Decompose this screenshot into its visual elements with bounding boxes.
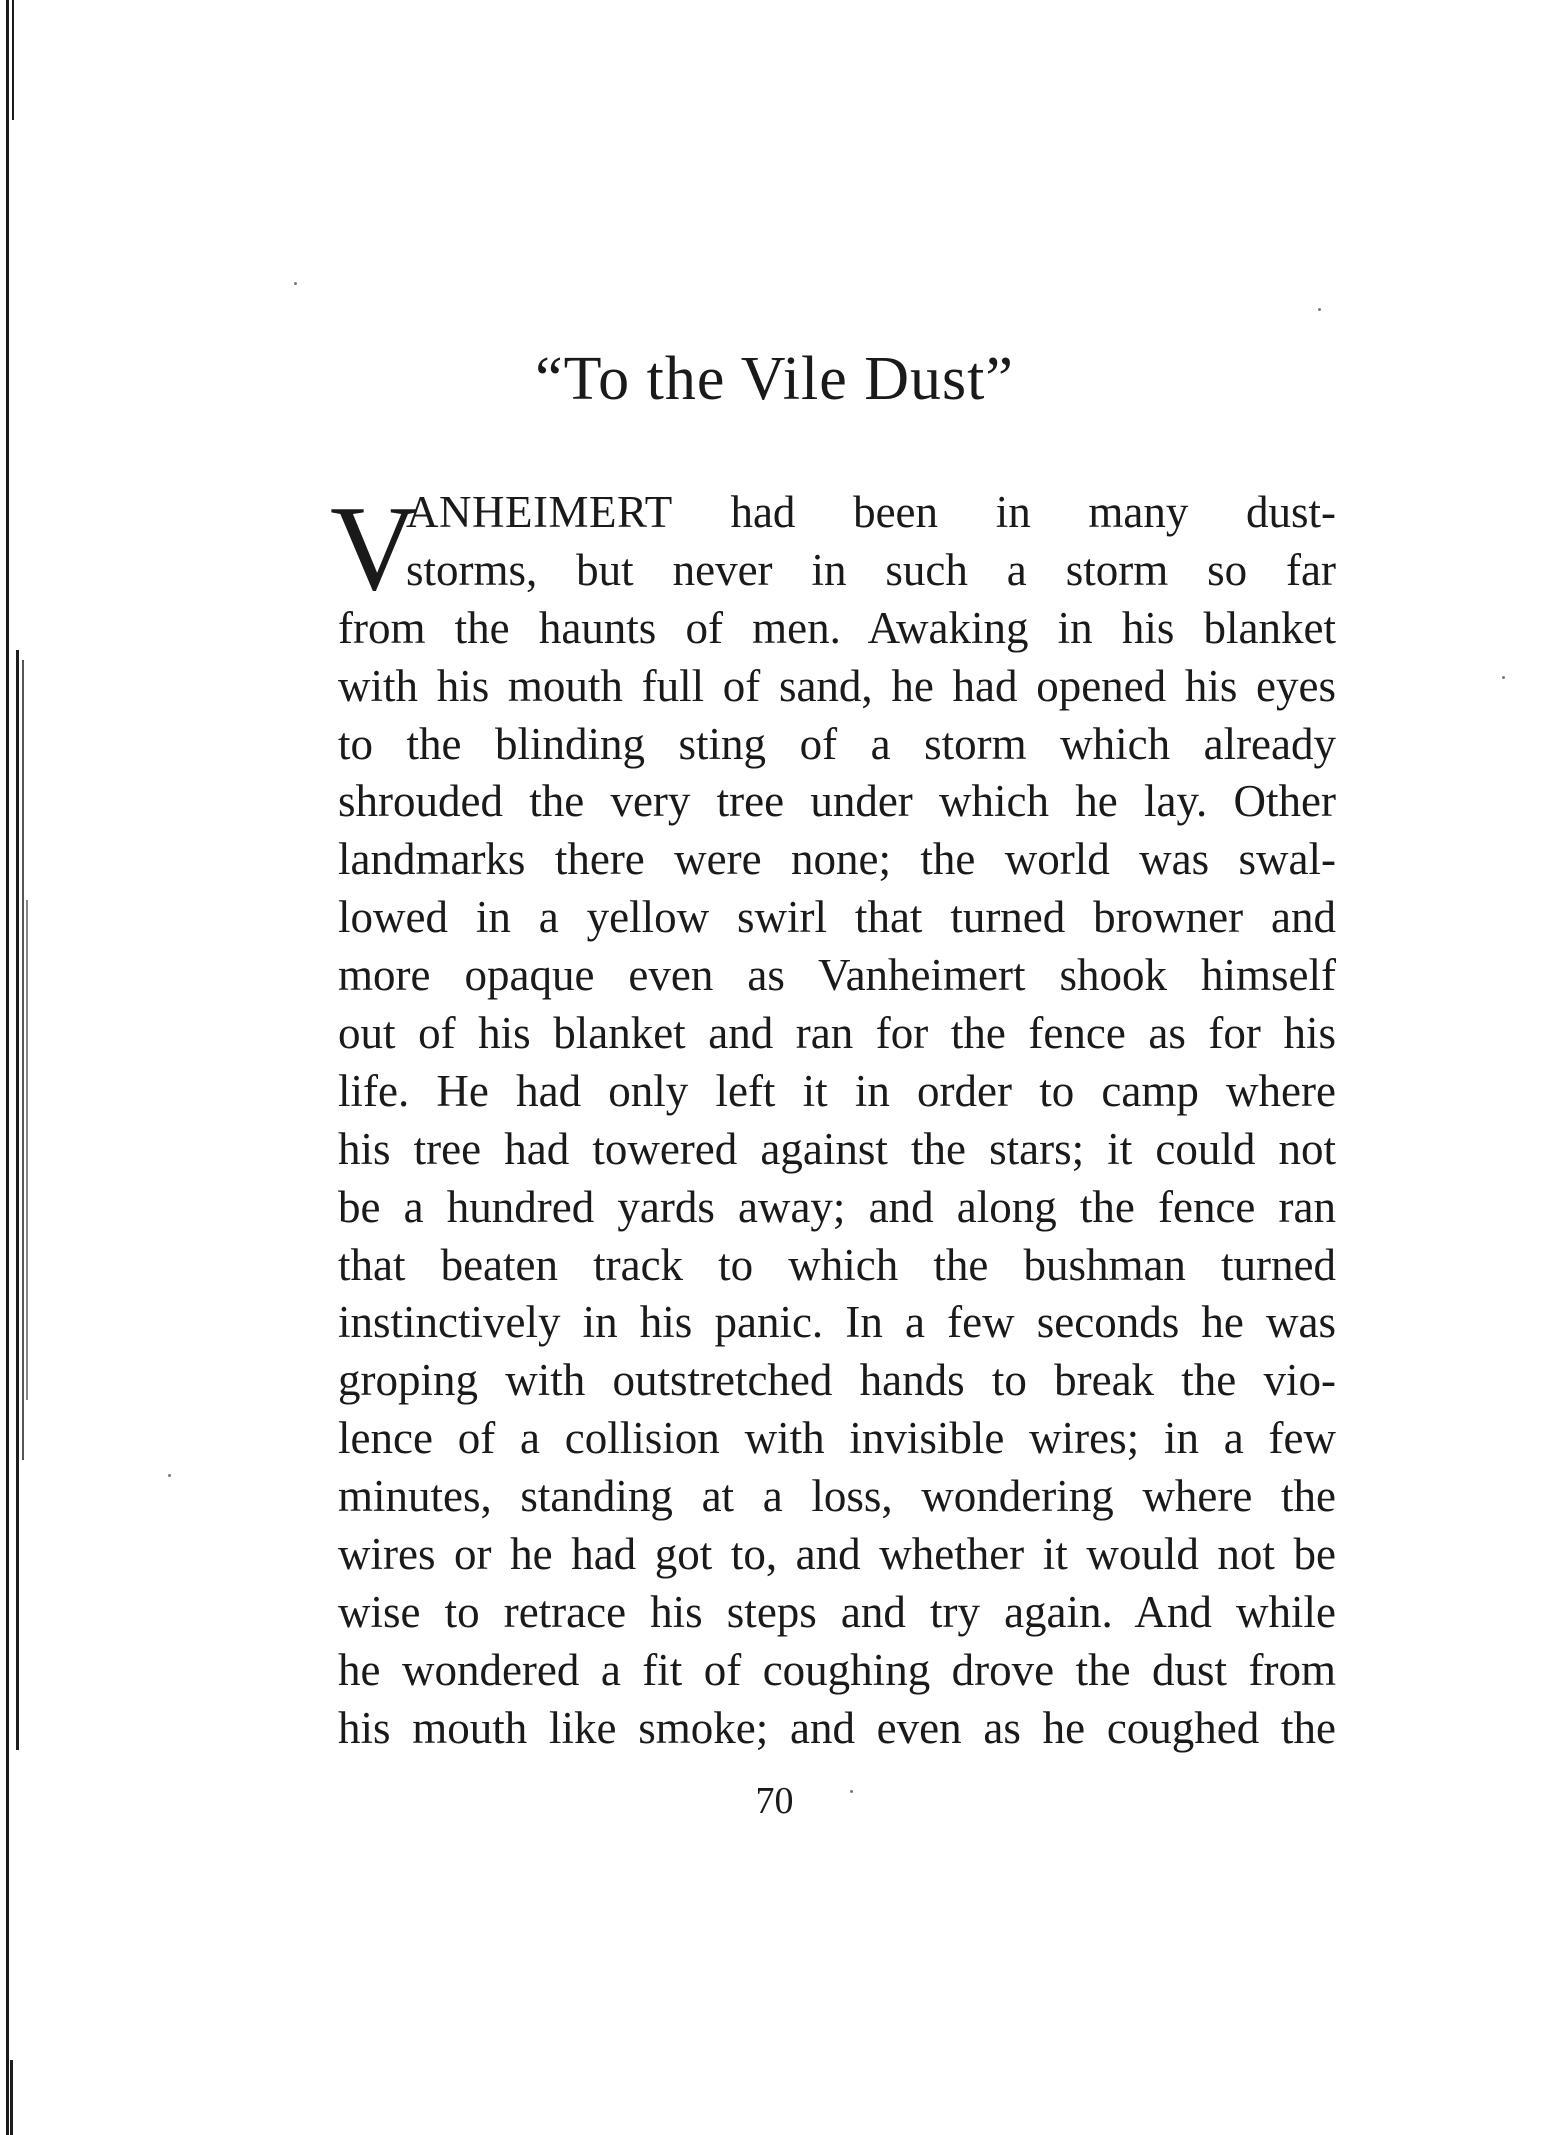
- text-line-11: life. He had only left it in order to camp where: [338, 1065, 1336, 1116]
- text-line-21: he wondered a fit of coughing drove the dust from: [338, 1644, 1336, 1695]
- body-text: [330, 481, 1336, 1758]
- page-number: 70: [755, 1780, 794, 1822]
- text-line-15: instinctively in his panic. In a few seconds he was: [338, 1297, 1336, 1348]
- chapter-title: “To the Vile Dust”: [535, 345, 1014, 413]
- text-line-6: shrouded the very tree under which he lay. Other: [338, 776, 1336, 827]
- text-line-9: more opaque even as Vanheimert shook himself: [338, 950, 1336, 1001]
- text-line-10: out of his blanket and ran for the fence as for his: [338, 1008, 1336, 1059]
- text-line-5: to the blinding sting of a storm which already: [338, 718, 1336, 769]
- paper-speck: [1502, 676, 1505, 679]
- text-line-19: wires or he had got to, and whether it would not be: [338, 1529, 1336, 1580]
- text-line-12: his tree had towered against the stars; it could not: [338, 1123, 1336, 1174]
- text-line-7: landmarks there were none; the world was swal-: [338, 834, 1336, 885]
- paper-speck: [294, 282, 297, 285]
- text-line-8: lowed in a yellow swirl that turned browner and: [338, 892, 1336, 943]
- text-line-1: [338, 484, 1336, 542]
- text-line-2: storms, but never in such a storm so far: [406, 544, 1336, 595]
- paper-speck: [1318, 308, 1321, 311]
- text-line-20: wise to retrace his steps and try again. And while: [338, 1586, 1336, 1637]
- text-line-13: be a hundred yards away; and along the fence ran: [338, 1181, 1336, 1232]
- text-line-22: his mouth like smoke; and even as he coughed the: [338, 1702, 1336, 1753]
- text-line-18: minutes, standing at a loss, wondering where the: [338, 1471, 1336, 1522]
- text-line-4: with his mouth full of sand, he had opened his eyes: [338, 660, 1336, 711]
- paper-speck: [168, 1474, 171, 1477]
- text-line-14: that beaten track to which the bushman turned: [338, 1239, 1336, 1290]
- paper-speck: [850, 1790, 853, 1793]
- first-word: ANHEIMERT: [406, 487, 673, 537]
- text-line-1-rest: had been in many dust-: [730, 487, 1336, 537]
- text-line-17: lence of a collision with invisible wires; in a few: [338, 1413, 1336, 1464]
- drop-cap: V: [330, 481, 419, 616]
- text-line-16: groping with outstretched hands to break the vio-: [338, 1355, 1336, 1406]
- text-line-3: from the haunts of men. Awaking in his blanket: [338, 602, 1336, 653]
